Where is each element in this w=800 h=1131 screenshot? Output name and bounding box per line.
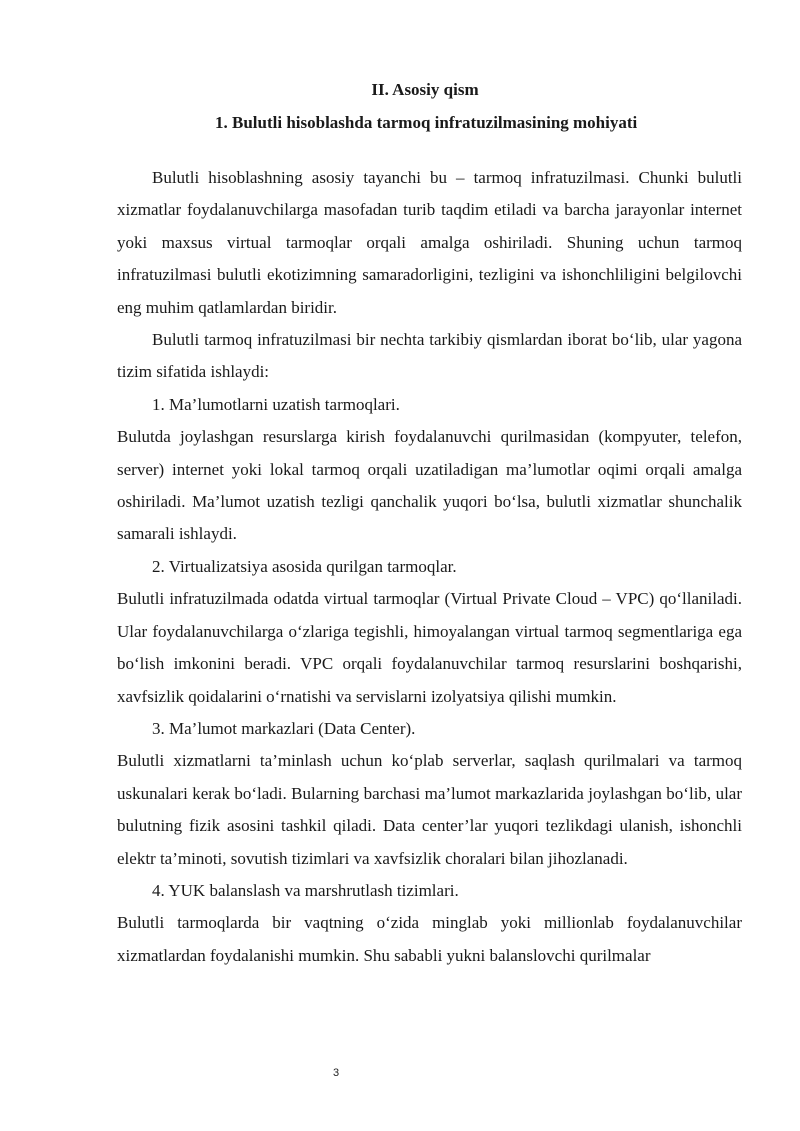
body-text xyxy=(117,162,742,972)
page-number: 3 xyxy=(332,1067,340,1079)
paragraph-virtual-networks: Bulutli infratuzilmada odatda virtual tarmoqlar (Virtual Private Cloud – VPC) qo‘llaniladi. Ular foydalanuvchilarga o‘zlariga tegishli, himoyalangan virtual tarmoq segmentlariga ega bo‘lish imkonini beradi. VPC orqali foydalanuvchilar tarmoq resurslarini boshqarishi, xavfsizlik qoidalarini o‘rnatishi va servislarni izolyatsiya qilishi mumkin. xyxy=(117,589,742,706)
paragraph-data-networks: Bulutda joylashgan resurslarga kirish foydalanuvchi qurilmasidan (kompyuter, telefon, server) internet yoki lokal tarmoq orqali uzatiladigan ma’lumotlar oqimi orqali amalga oshiriladi. Ma’lumot uzatish tezligi qanchalik yuqori bo‘lsa, bulutli xizmatlar shunchalik samarali ishlaydi. xyxy=(117,427,742,544)
paragraph-intro: Bulutli hisoblashning asosiy tayanchi bu – tarmoq infratuzilmasi. Chunki bulutli xizmatlar foydalanuvchilarga masofadan turib taqdim etiladi va barcha jarayonlar internet yoki maxsus virtual tarmoqlar orqali amalga oshiriladi. Shuning uchun tarmoq infratuzilmasi bulutli ekotizimning samaradorligini, tezligini va ishonchliligini belgilovchi eng muhim qatlamlardan biridir. xyxy=(117,168,742,317)
list-heading-data-networks: 1. Ma’lumotlarni uzatish tarmoqlari. xyxy=(152,394,400,414)
paragraph-data-centers: Bulutli xizmatlarni ta’minlash uchun ko‘plab serverlar, saqlash qurilmalari va tarmoq uskunalari kerak bo‘ladi. Bularning barchasi ma’lumot markazlarida joylashgan bo‘lib, ular bulutning fizik asosini tashkil qiladi. Data center’lar yuqori tezlikdagi ulanish, ishonchli elektr ta’minoti, sovutish tizimlari va xavfsizlik choralari bilan jihozlanadi. xyxy=(117,751,742,868)
list-heading-load-balancing: 4. YUK balanslash va marshrutlash tizimlari. xyxy=(152,880,459,900)
paragraph-load-balancing: Bulutli tarmoqlarda bir vaqtning o‘zida minglab yoki millionlab foydalanuvchilar xizmatlardan foydalanishi mumkin. Shu sababli yukni balanslovchi qurilmalar xyxy=(117,913,742,965)
list-heading-data-centers: 3. Ma’lumot markazlari (Data Center). xyxy=(152,718,416,738)
subsection-title: 1. Bulutli hisoblashda tarmoq infratuzilmasining mohiyati xyxy=(215,113,638,132)
section-title: II. Asosiy qism xyxy=(371,80,479,99)
paragraph-components: Bulutli tarmoq infratuzilmasi bir nechta tarkibiy qismlardan iborat bo‘lib, ular yagona tizim sifatida ishlaydi: xyxy=(117,330,742,382)
list-heading-virtual-networks: 2. Virtualizatsiya asosida qurilgan tarmoqlar. xyxy=(152,556,457,576)
